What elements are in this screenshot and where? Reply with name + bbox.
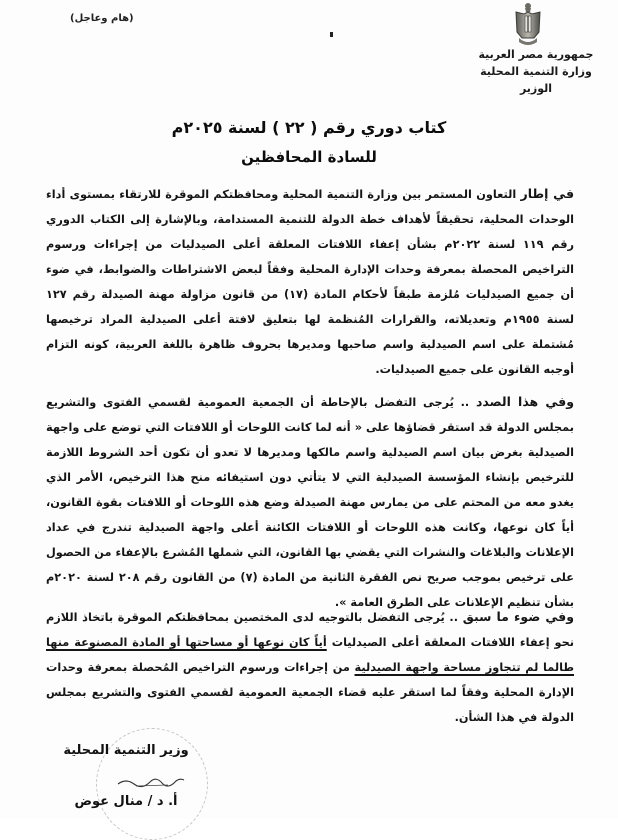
document-title: كتاب دوري رقم ( ٢٢ ) لسنة ٢٠٢٥م [171, 118, 447, 137]
urgency-label: (هام وعاجل) [70, 13, 134, 24]
office-name: الوزير [519, 82, 553, 95]
paragraph-3-lead: وفي ضوء ما سبق [462, 609, 575, 624]
signatory-title: وزير التنمية المحلية [63, 743, 189, 758]
paragraph-3-underlined: أياً كان نوعها أو مساحتها أو المادة المصنوعة منها طالما لم تتجاوز مساحة واجهة الصيدلية [46, 636, 574, 674]
paragraph-2-lead: وفي هذا الصدد [475, 394, 574, 409]
paragraph-3-text-after: من إجراءات ورسوم التراخيص المُحصلة بمعرفة وحدات الإدارة المحلية وفقاً لما استقر عليه قضاء الجمعية العمومية لقسمي الفتوى والتشريع بمجلس الدولة في هذا الشأن. [46, 661, 574, 724]
paragraph-3-text-before: .. يُرجى التفضل بالتوجيه لدى المختصين بمحافظتكم الموقرة باتخاذ اللازم نحو إعفاء اللافتات المعلقة أعلى الصيدليات [46, 611, 574, 649]
paragraph-2-text: .. يُرجى التفضل بالإحاطة أن الجمعية العمومية لقسمي الفتوى والتشريع بمجلس الدولة قد استقر قضاؤها على « أنه لما كانت اللوحات أو اللافتات التي توضع على واجهة الصيدلية بغرض بيان اسم الصيدلية واسم مالكها ومديرها لا تعدو أن تكون أحد الشروط اللازمة للترخيص بإنشاء المؤسسة الصيدلية التي لا يتأتي دون استيفائه منح هذا الترخيص، الأمر الذي يغدو معه من المحتم على من يمارس مهنة الصيدلة وضع هذه اللوحات أو اللافتات بقوة القانون، أياً كان نوعها، وكانت هذه اللوحات أو اللافتات الكائنة أعلى واجهة الصيدلية تندرج في عداد الإعلانات والبلاغات والنشرات التي يقضي بها القانون، التي شملها المُشرع بالإعفاء من الحصول على ترخيص بموجب صريح نص الفقرة الثانية من المادة (٧) من القانون رقم ٢٠٨ لسنة ٢٠٢٠م بشأن تنظيم الإعلانات على الطرق العامة ». [46, 396, 574, 609]
document-addressee: للسادة المحافظين [241, 148, 377, 166]
paragraph-1-lead: في إطار [520, 186, 574, 201]
paragraph-1 [46, 181, 574, 382]
signatory-name: أ. د / منال عوض [74, 794, 178, 809]
paragraph-3 [46, 604, 574, 730]
ministry-name: وزارة التنمية المحلية [480, 65, 592, 78]
handwritten-signature [116, 772, 186, 790]
country-name: جمهورية مصر العربية [478, 48, 594, 61]
egypt-eagle-emblem-icon [512, 2, 544, 46]
paragraph-1-text: التعاون المستمر بين وزارة التنمية المحلية ومحافظتكم الموقرة للارتقاء بمستوى أداء الوحدات المحلية، تحقيقاً لأهداف خطة الدولة للتنمية المستدامة، وبالإشارة إلى الكتاب الدوري رقم ١١٩ لسنة ٢٠٢٢م بشأن إعفاء اللافتات المعلقة أعلى الصيدليات من إجراءات ورسوم التراخيص المحصلة بمعرفة وحدات الإدارة المحلية وفقاً لبعض الاشتراطات والضوابط، في ضوء أن جميع الصيدليات مُلزمة طبقاً لأحكام المادة (١٧) من قانون مزاولة مهنة الصيدلة رقم ١٢٧ لسنة ١٩٥٥م وتعديلاته، والقرارات المُنظمة لها بتعليق لافتة أعلى الصيدلية المراد ترخيصها مُشتملة على اسم الصيدلية واسم صاحبها ومديرها بحروف ظاهرة باللغة العربية، كونه التزام أوجبه القانون على جميع الصيدليات. [46, 188, 574, 376]
paragraph-2 [46, 389, 574, 615]
ministry-header [476, 46, 596, 97]
page-mark [330, 32, 333, 37]
